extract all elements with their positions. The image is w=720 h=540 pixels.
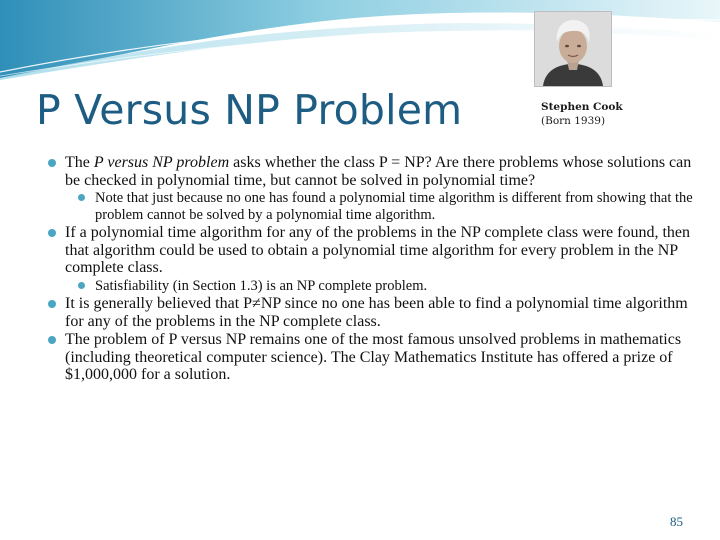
portrait-photo: [534, 11, 612, 87]
bullet-text: The problem of P versus NP remains one of the most famous unsolved problems in mathematics (including theoretical computer science). The Clay Mathematics Institute has offered a prize of $1,000,000 for a solution.: [65, 331, 682, 383]
bullet-dot-icon: [48, 159, 56, 167]
list-item: [48, 154, 702, 189]
bullet-dot-icon: [48, 300, 56, 308]
portrait-born: (Born 1939): [541, 115, 606, 127]
page-title: P Versus NP Problem: [36, 86, 463, 134]
bullet-list: [48, 154, 702, 385]
bullet-text: The: [65, 154, 94, 171]
sub-bullet-text: Note that just because no one has found a polynomial time algorithm is different from showing that the problem cannot be solved by a polynomial time algorithm.: [95, 190, 693, 223]
sub-bullet-text: Satisfiability (in Section 1.3) is an NP complete problem.: [95, 277, 428, 294]
bullet-dot-icon: [48, 336, 56, 344]
bullet-text: asks whether the class P = NP? Are there problems whose solutions can be checked in polynomial time, but cannot be solved in polynomial time?: [65, 154, 692, 189]
bullet-dot-icon: [48, 229, 56, 237]
header-swoosh-decoration: [0, 0, 720, 80]
bullet-text: If a polynomial time algorithm for any of the problems in the NP complete class were found, then that algorithm could be used to obtain a polynomial time algorithm for every problem in the NP complete class.: [65, 224, 691, 276]
bullet-emphasis: P versus NP problem: [93, 154, 230, 171]
bullet-dot-icon: [78, 282, 85, 289]
portrait-name: Stephen Cook: [541, 101, 623, 113]
portrait-caption: [541, 100, 623, 128]
list-item: [48, 331, 702, 384]
list-item: [48, 295, 702, 330]
bullet-text: It is generally believed that P≠NP since no one has been able to find a polynomial time algorithm for any of the problems in the NP complete class.: [65, 295, 688, 330]
sub-list-item: [78, 278, 702, 295]
list-item: [48, 224, 702, 277]
person-portrait-icon: [535, 12, 611, 86]
sub-list-item: [78, 190, 702, 223]
bullet-dot-icon: [78, 194, 85, 201]
page-number: 85: [670, 514, 683, 529]
